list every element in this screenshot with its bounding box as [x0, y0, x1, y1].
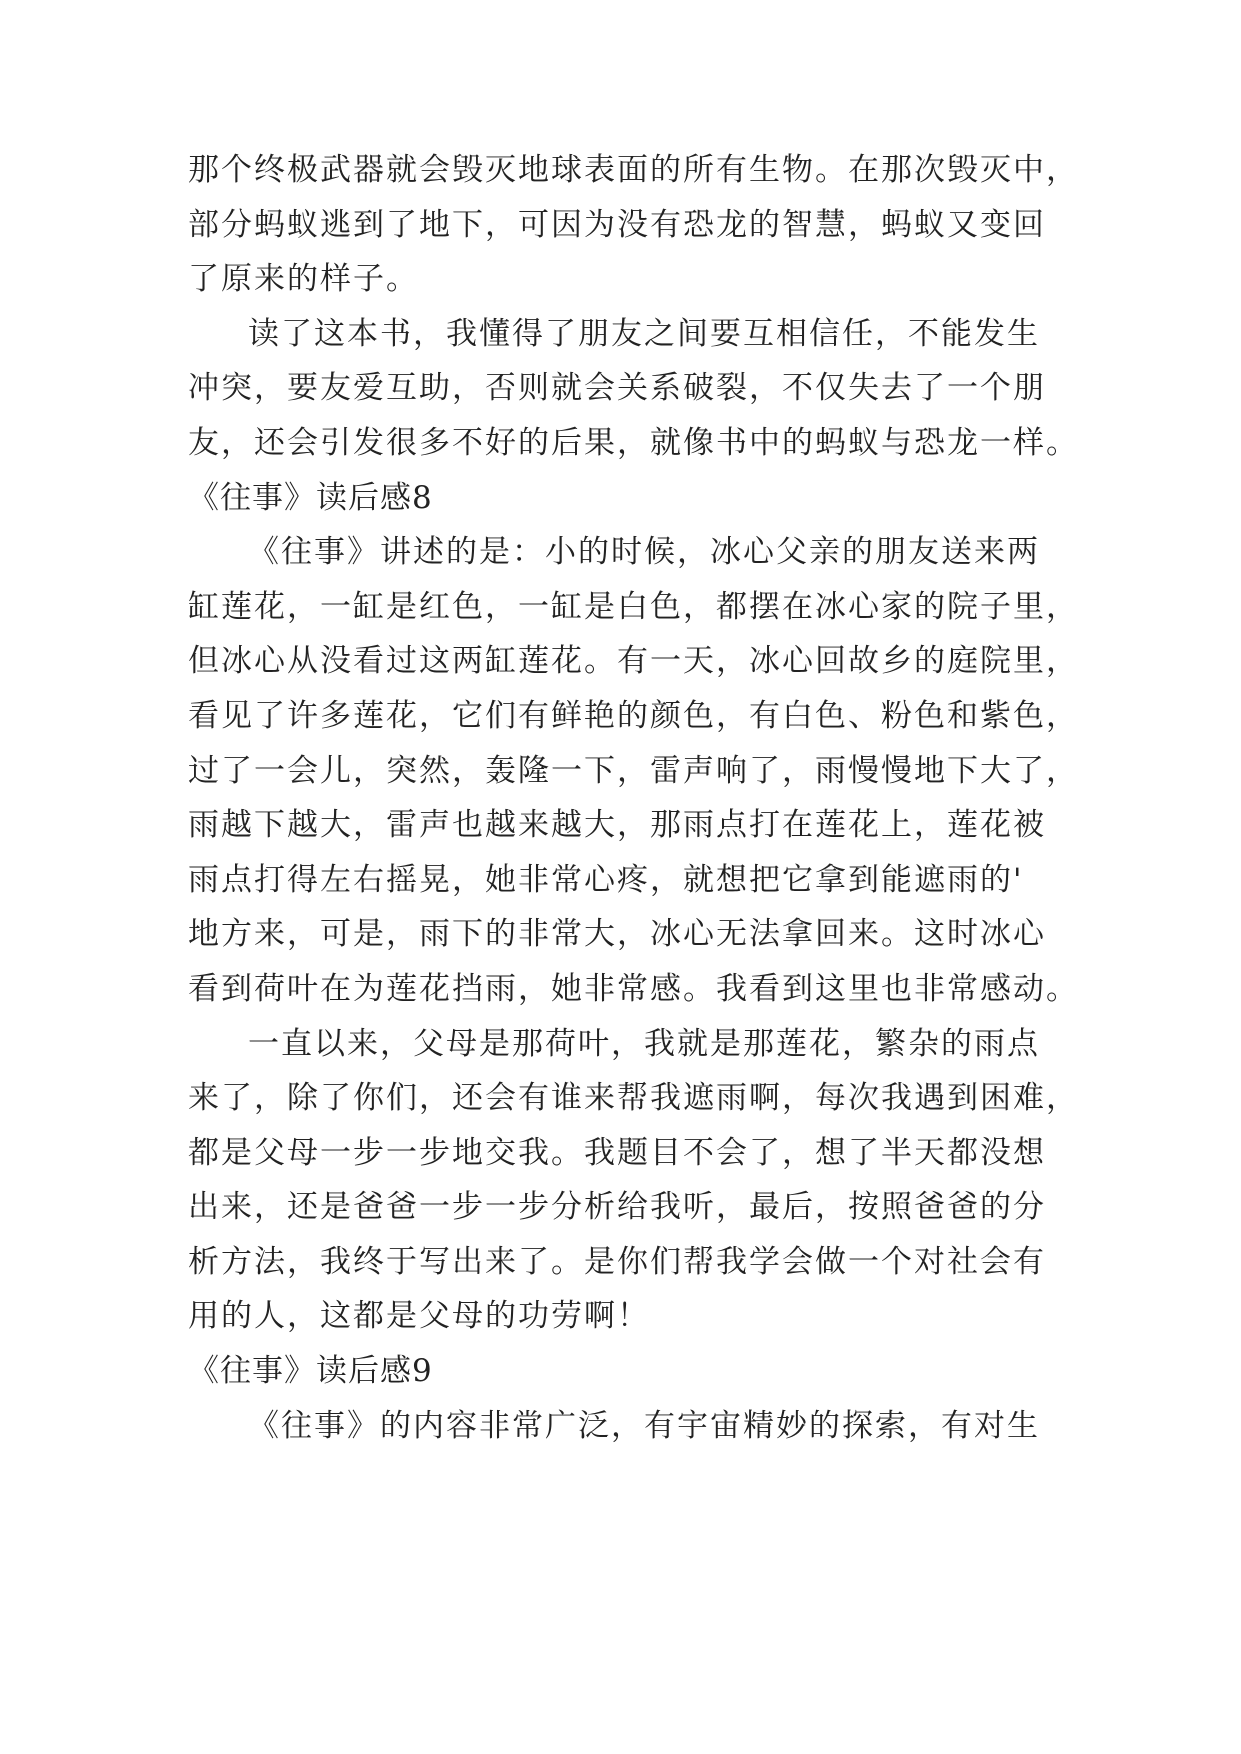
paragraph-line: 一直以来，父母是那荷叶，我就是那莲花，繁杂的雨点 — [248, 1026, 1040, 1062]
section-heading: 《往事》读后感9 — [188, 1353, 433, 1389]
paragraph-line: 冲突，要友爱互助，否则就会关系破裂，不仅失去了一个朋 — [188, 370, 1046, 406]
paragraph-line: 来了，除了你们，还会有谁来帮我遮雨啊，每次我遇到困难， — [188, 1080, 1079, 1116]
paragraph-line: 友，还会引发很多不好的后果，就像书中的蚂蚁与恐龙一样。 — [188, 425, 1079, 461]
paragraph-line: 用的人，这都是父母的功劳啊！ — [188, 1298, 650, 1334]
paragraph-line: 地方来，可是，雨下的非常大，冰心无法拿回来。这时冰心 — [188, 916, 1046, 952]
paragraph-line: 过了一会儿，突然，轰隆一下，雷声响了，雨慢慢地下大了， — [188, 753, 1079, 789]
paragraph-line: 那个终极武器就会毁灭地球表面的所有生物。在那次毁灭中， — [188, 152, 1079, 188]
paragraph-line: 部分蚂蚁逃到了地下，可因为没有恐龙的智慧，蚂蚁又变回 — [188, 207, 1046, 243]
paragraph-line: 出来，还是爸爸一步一步分析给我听，最后，按照爸爸的分 — [188, 1189, 1046, 1225]
section-heading: 《往事》读后感8 — [188, 480, 433, 516]
paragraph-line: 了原来的样子。 — [188, 261, 419, 297]
paragraph-line: 《往事》讲述的是：小的时候，冰心父亲的朋友送来两 — [248, 534, 1040, 570]
paragraph-line: 雨点打得左右摇晃，她非常心疼，就想把它拿到能遮雨的' — [188, 862, 1024, 898]
paragraph-line: 析方法，我终于写出来了。是你们帮我学会做一个对社会有 — [188, 1244, 1046, 1280]
paragraph-line: 雨越下越大，雷声也越来越大，那雨点打在莲花上，莲花被 — [188, 807, 1046, 843]
paragraph-line: 但冰心从没看过这两缸莲花。有一天，冰心回故乡的庭院里， — [188, 643, 1079, 679]
paragraph-line: 读了这本书，我懂得了朋友之间要互相信任，不能发生 — [248, 316, 1040, 352]
paragraph-line: 看见了许多莲花，它们有鲜艳的颜色，有白色、粉色和紫色， — [188, 698, 1079, 734]
paragraph-line: 看到荷叶在为莲花挡雨，她非常感。我看到这里也非常感动。 — [188, 971, 1079, 1007]
paragraph-line: 缸莲花，一缸是红色，一缸是白色，都摆在冰心家的院子里， — [188, 589, 1079, 625]
paragraph-line: 都是父母一步一步地交我。我题目不会了，想了半天都没想 — [188, 1135, 1046, 1171]
paragraph-line: 《往事》的内容非常广泛，有宇宙精妙的探索，有对生 — [248, 1408, 1040, 1444]
